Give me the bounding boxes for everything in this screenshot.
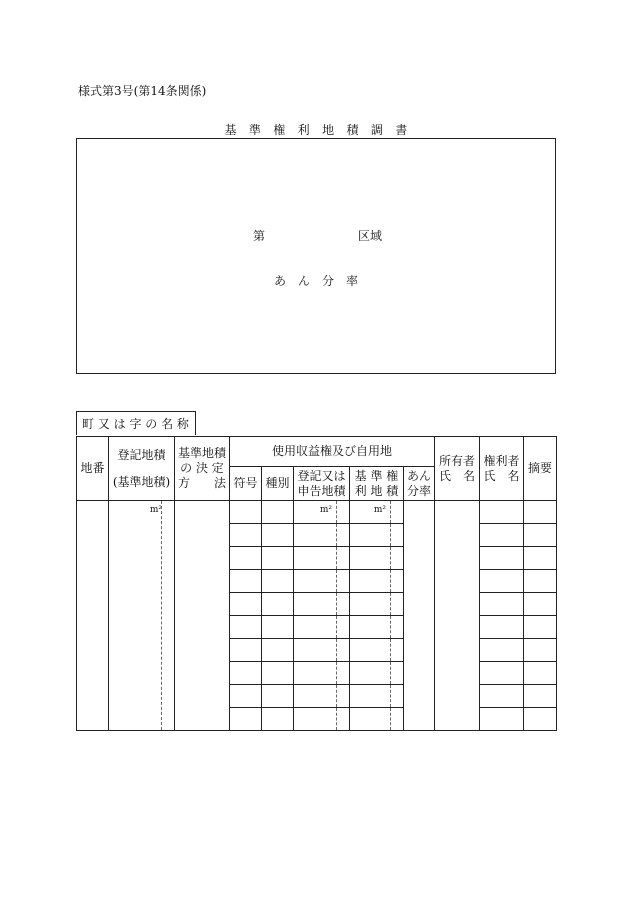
header-standard-right-area: 基 準 権 利 地 積 xyxy=(350,467,404,501)
code-cell[interactable] xyxy=(230,639,262,662)
header-registered-area: 登記地積 (基準地積) xyxy=(109,437,175,501)
remarks-cell[interactable] xyxy=(524,570,557,593)
unit-label: m² xyxy=(319,505,332,515)
remarks-cell[interactable] xyxy=(524,708,557,731)
kind-cell[interactable] xyxy=(262,662,294,685)
remarks-cell[interactable] xyxy=(524,547,557,570)
right-holder-cell[interactable] xyxy=(480,524,524,547)
code-cell[interactable] xyxy=(230,593,262,616)
document-title: 基 準 権 利 地 積 調 書 xyxy=(224,123,408,137)
header-code: 符号 xyxy=(230,467,262,501)
header-owner-name: 所有者 氏 名 xyxy=(435,437,480,501)
form-number-label: 様式第3号(第14条関係) xyxy=(78,84,207,98)
right-holder-cell[interactable] xyxy=(480,639,524,662)
standard-right-area-cell[interactable] xyxy=(350,685,404,708)
kind-cell[interactable] xyxy=(262,547,294,570)
standard-right-area-cell[interactable] xyxy=(350,524,404,547)
kind-cell[interactable] xyxy=(262,570,294,593)
code-cell[interactable] xyxy=(230,662,262,685)
kind-cell[interactable] xyxy=(262,501,294,524)
right-holder-cell[interactable] xyxy=(480,547,524,570)
kind-cell[interactable] xyxy=(262,708,294,731)
apportionment-ratio-title: あ ん 分 率 xyxy=(273,274,358,288)
declared-area-cell[interactable] xyxy=(294,708,350,731)
code-cell[interactable] xyxy=(230,570,262,593)
registered-area-cell[interactable] xyxy=(109,501,175,731)
apportionment-ratio-cell[interactable] xyxy=(404,501,435,731)
remarks-cell[interactable] xyxy=(524,593,557,616)
standard-right-area-cell[interactable] xyxy=(350,501,404,524)
declared-area-cell[interactable] xyxy=(294,616,350,639)
standard-right-area-cell[interactable] xyxy=(350,639,404,662)
header-kind: 種別 xyxy=(262,467,294,501)
kind-cell[interactable] xyxy=(262,685,294,708)
determination-method-cell[interactable] xyxy=(175,501,230,731)
standard-right-area-cell[interactable] xyxy=(350,708,404,731)
code-cell[interactable] xyxy=(230,524,262,547)
declared-area-cell[interactable] xyxy=(294,662,350,685)
declared-area-cell[interactable] xyxy=(294,685,350,708)
right-holder-cell[interactable] xyxy=(480,685,524,708)
district-info-box xyxy=(76,138,556,374)
code-cell[interactable] xyxy=(230,708,262,731)
standard-right-area-cell[interactable] xyxy=(350,570,404,593)
header-declared-area: 登記又は 申告地積 xyxy=(294,467,350,501)
remarks-cell[interactable] xyxy=(524,501,557,524)
right-holder-cell[interactable] xyxy=(480,570,524,593)
header-remarks: 摘要 xyxy=(524,437,557,501)
standard-right-area-cell[interactable] xyxy=(350,616,404,639)
header-right-holder-name: 権利者 氏 名 xyxy=(480,437,524,501)
right-holder-cell[interactable] xyxy=(480,708,524,731)
remarks-cell[interactable] xyxy=(524,639,557,662)
code-cell[interactable] xyxy=(230,685,262,708)
district-suffix: 区域 xyxy=(358,229,383,243)
remarks-cell[interactable] xyxy=(524,662,557,685)
unit-label: m² xyxy=(373,505,386,515)
unit-label: m² xyxy=(149,505,162,515)
declared-area-cell[interactable] xyxy=(294,593,350,616)
code-cell[interactable] xyxy=(230,501,262,524)
owner-name-cell[interactable] xyxy=(435,501,480,731)
declared-area-cell[interactable] xyxy=(294,547,350,570)
code-cell[interactable] xyxy=(230,616,262,639)
right-holder-cell[interactable] xyxy=(480,616,524,639)
town-name-label: 町 又 は 字 の 名 称 xyxy=(76,411,196,435)
standard-right-area-cell[interactable] xyxy=(350,547,404,570)
remarks-cell[interactable] xyxy=(524,685,557,708)
standard-right-area-cell[interactable] xyxy=(350,662,404,685)
header-determination-method: 基準地積 の 決 定 方 法 xyxy=(175,437,230,501)
kind-cell[interactable] xyxy=(262,524,294,547)
register-table xyxy=(76,436,557,731)
code-cell[interactable] xyxy=(230,547,262,570)
lot-number-cell[interactable] xyxy=(77,501,109,731)
kind-cell[interactable] xyxy=(262,593,294,616)
kind-cell[interactable] xyxy=(262,639,294,662)
district-prefix: 第 xyxy=(253,229,266,243)
right-holder-cell[interactable] xyxy=(480,593,524,616)
declared-area-cell[interactable] xyxy=(294,639,350,662)
declared-area-cell[interactable] xyxy=(294,524,350,547)
header-usage-rights: 使用収益権及び自用地 xyxy=(230,437,435,467)
header-apportionment-ratio: あん 分率 xyxy=(404,467,435,501)
right-holder-cell[interactable] xyxy=(480,662,524,685)
kind-cell[interactable] xyxy=(262,616,294,639)
standard-right-area-cell[interactable] xyxy=(350,593,404,616)
header-lot-number: 地番 xyxy=(77,437,109,501)
right-holder-cell[interactable] xyxy=(480,501,524,524)
remarks-cell[interactable] xyxy=(524,524,557,547)
declared-area-cell[interactable] xyxy=(294,501,350,524)
declared-area-cell[interactable] xyxy=(294,570,350,593)
remarks-cell[interactable] xyxy=(524,616,557,639)
